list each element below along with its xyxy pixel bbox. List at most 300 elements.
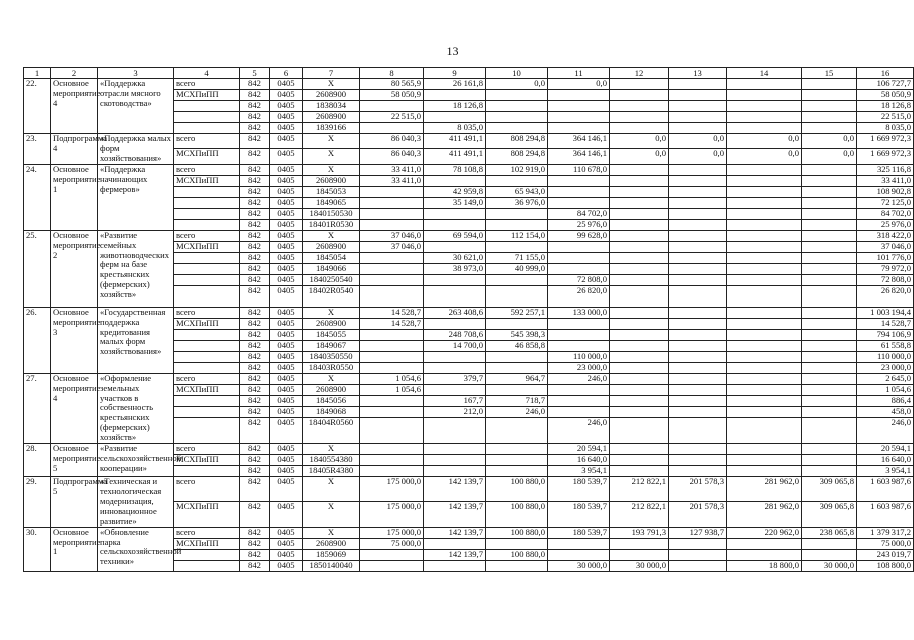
value-year-7 [727,384,802,395]
value-year-1 [360,340,424,351]
value-year-6 [669,274,727,285]
section-code: 0405 [270,340,303,351]
value-total: 14 528,7 [857,318,914,329]
value-year-2: 42 959,8 [424,186,486,197]
value-total: 318 422,0 [857,230,914,241]
value-year-2: 142 139,7 [424,549,486,560]
value-year-5 [610,263,669,274]
value-year-8 [802,384,857,395]
section-code: 0405 [270,527,303,538]
value-year-7 [727,318,802,329]
target-code: 1840150530 [303,208,360,219]
value-year-5 [610,373,669,384]
value-year-5 [610,230,669,241]
value-year-1 [360,263,424,274]
value-year-4 [548,175,610,186]
value-year-3: 100 880,0 [486,502,548,527]
value-total: 325 116,8 [857,164,914,175]
grbs-code: 842 [240,455,270,466]
value-year-2: 26 161,8 [424,79,486,90]
value-year-5 [610,252,669,263]
value-year-5 [610,208,669,219]
column-number: 14 [727,68,802,79]
grbs-code: 842 [240,318,270,329]
section-code: 0405 [270,230,303,241]
value-year-2: 379,7 [424,373,486,384]
value-year-3: 592 257,1 [486,307,548,318]
value-year-1 [360,186,424,197]
value-year-2 [424,455,486,466]
value-year-3: 46 858,8 [486,340,548,351]
column-number: 11 [548,68,610,79]
funding-source [174,362,240,373]
grbs-code: 842 [240,307,270,318]
target-code: 1849066 [303,263,360,274]
funding-source [174,340,240,351]
funding-source: МСХПиПП [174,149,240,164]
section-code: 0405 [270,285,303,307]
value-year-3 [486,241,548,252]
value-year-6 [669,373,727,384]
value-year-8 [802,90,857,101]
event-type: Подпрограмма 5 [51,477,98,528]
value-year-2: 248 708,6 [424,329,486,340]
value-year-2 [424,318,486,329]
value-year-5: 212 822,1 [610,477,669,502]
value-year-7 [727,351,802,362]
column-number: 16 [857,68,914,79]
grbs-code: 842 [240,134,270,149]
value-year-6 [669,90,727,101]
value-year-2: 142 139,7 [424,527,486,538]
section-code: 0405 [270,351,303,362]
value-year-7 [727,455,802,466]
grbs-code: 842 [240,417,270,443]
event-name: «Техническая и технологическая модернизация, инновационное развитие» [98,477,174,528]
value-year-5: 193 791,3 [610,527,669,538]
event-type: Основное мероприятие 5 [51,444,98,477]
value-year-6 [669,285,727,307]
value-year-2: 30 621,0 [424,252,486,263]
grbs-code: 842 [240,175,270,186]
value-year-8 [802,197,857,208]
value-year-6 [669,466,727,477]
value-year-5: 212 822,1 [610,502,669,527]
value-year-7: 220 962,0 [727,527,802,538]
value-year-8 [802,274,857,285]
target-code: 1845055 [303,329,360,340]
value-year-8 [802,164,857,175]
funding-source [174,186,240,197]
target-code: 18402R0540 [303,285,360,307]
value-year-3 [486,285,548,307]
value-year-2: 38 973,0 [424,263,486,274]
value-year-1: 175 000,0 [360,477,424,502]
column-number: 7 [303,68,360,79]
target-code: X [303,230,360,241]
value-year-3: 808 294,8 [486,134,548,149]
value-year-4: 180 539,7 [548,502,610,527]
value-year-3 [486,444,548,455]
value-year-3 [486,175,548,186]
table-row [24,477,914,502]
event-name: «Поддержка отрасли мясного скотоводства» [98,79,174,134]
value-year-7 [727,417,802,443]
row-number: 23. [24,134,51,165]
value-year-8 [802,329,857,340]
grbs-code: 842 [240,549,270,560]
value-total: 1 054,6 [857,384,914,395]
target-code: X [303,164,360,175]
value-year-4: 30 000,0 [548,560,610,571]
grbs-code: 842 [240,477,270,502]
value-year-2 [424,417,486,443]
section-code: 0405 [270,318,303,329]
value-year-4: 25 976,0 [548,219,610,230]
grbs-code: 842 [240,149,270,164]
table-row [24,373,914,384]
section-code: 0405 [270,79,303,90]
value-year-2 [424,466,486,477]
value-year-1: 75 000,0 [360,538,424,549]
value-year-2: 78 108,8 [424,164,486,175]
value-year-8 [802,186,857,197]
target-code: 2608900 [303,318,360,329]
value-year-7 [727,252,802,263]
value-year-5 [610,417,669,443]
grbs-code: 842 [240,241,270,252]
section-code: 0405 [270,362,303,373]
section-code: 0405 [270,466,303,477]
value-year-1 [360,197,424,208]
value-year-4: 110 000,0 [548,351,610,362]
value-year-1 [360,274,424,285]
value-year-1: 33 411,0 [360,164,424,175]
value-total: 108 902,8 [857,186,914,197]
funding-source [174,549,240,560]
value-total: 2 645,0 [857,373,914,384]
value-year-4 [548,406,610,417]
value-total: 20 594,1 [857,444,914,455]
section-code: 0405 [270,538,303,549]
value-total: 18 126,8 [857,101,914,112]
value-year-4: 16 640,0 [548,455,610,466]
funding-source [174,285,240,307]
event-type: Основное мероприятие 1 [51,527,98,571]
value-year-1: 175 000,0 [360,527,424,538]
value-year-8: 309 065,8 [802,502,857,527]
row-number: 28. [24,444,51,477]
value-year-1 [360,219,424,230]
value-year-2 [424,351,486,362]
value-year-5: 0,0 [610,149,669,164]
value-year-6 [669,123,727,134]
value-year-7: 0,0 [727,149,802,164]
funding-source [174,112,240,123]
value-year-7 [727,274,802,285]
value-year-6: 0,0 [669,134,727,149]
value-year-6 [669,455,727,466]
value-year-6 [669,101,727,112]
value-year-2 [424,444,486,455]
event-type: Основное мероприятие 1 [51,164,98,230]
section-code: 0405 [270,502,303,527]
value-year-8 [802,241,857,252]
funding-source: МСХПиПП [174,455,240,466]
funding-source: МСХПиПП [174,90,240,101]
section-code: 0405 [270,307,303,318]
section-code: 0405 [270,241,303,252]
target-code: X [303,527,360,538]
value-year-1: 1 054,6 [360,373,424,384]
value-year-2 [424,112,486,123]
value-year-7 [727,538,802,549]
value-year-2: 411 491,1 [424,149,486,164]
value-year-2: 263 408,6 [424,307,486,318]
value-year-1 [360,351,424,362]
value-year-2: 14 700,0 [424,340,486,351]
value-year-4 [548,340,610,351]
value-year-8 [802,285,857,307]
value-year-2 [424,538,486,549]
table-header-row [24,68,914,79]
value-total: 25 976,0 [857,219,914,230]
value-total: 8 035,0 [857,123,914,134]
value-total: 61 558,8 [857,340,914,351]
value-year-6 [669,197,727,208]
grbs-code: 842 [240,527,270,538]
target-code: 1845054 [303,252,360,263]
value-year-4: 84 702,0 [548,208,610,219]
value-year-8 [802,263,857,274]
value-year-7 [727,112,802,123]
funding-source: МСХПиПП [174,241,240,252]
target-code: X [303,477,360,502]
section-code: 0405 [270,149,303,164]
funding-source: МСХПиПП [174,318,240,329]
value-year-1 [360,560,424,571]
value-total: 1 379 317,2 [857,527,914,538]
value-total: 72 125,0 [857,197,914,208]
grbs-code: 842 [240,79,270,90]
grbs-code: 842 [240,406,270,417]
value-year-8 [802,101,857,112]
target-code: 18405R4380 [303,466,360,477]
value-total: 794 106,9 [857,329,914,340]
funding-source [174,263,240,274]
value-total: 22 515,0 [857,112,914,123]
value-year-5 [610,318,669,329]
value-year-2: 411 491,1 [424,134,486,149]
grbs-code: 842 [240,101,270,112]
value-year-8 [802,112,857,123]
funding-source: МСХПиПП [174,384,240,395]
value-year-4 [548,90,610,101]
value-year-3 [486,466,548,477]
value-year-1 [360,252,424,263]
funding-source [174,406,240,417]
target-code: 1840350550 [303,351,360,362]
funding-source [174,274,240,285]
value-year-5 [610,466,669,477]
value-year-7 [727,263,802,274]
section-code: 0405 [270,329,303,340]
target-code: 2608900 [303,384,360,395]
funding-source [174,466,240,477]
value-year-2: 167,7 [424,395,486,406]
value-year-2: 69 594,0 [424,230,486,241]
value-year-1 [360,101,424,112]
section-code: 0405 [270,219,303,230]
value-year-1: 86 040,3 [360,149,424,164]
value-year-1: 80 565,9 [360,79,424,90]
event-name: «Государственная поддержка кредитования малых форм хозяйствования» [98,307,174,373]
grbs-code: 842 [240,466,270,477]
target-code: 2608900 [303,538,360,549]
value-year-1 [360,395,424,406]
row-number: 27. [24,373,51,443]
value-year-1 [360,329,424,340]
value-year-8: 309 065,8 [802,477,857,502]
value-year-6 [669,538,727,549]
value-year-6 [669,362,727,373]
funding-source: всего [174,373,240,384]
value-year-7 [727,307,802,318]
value-year-5 [610,395,669,406]
value-year-3: 40 999,0 [486,263,548,274]
section-code: 0405 [270,175,303,186]
target-code: X [303,373,360,384]
value-year-8 [802,417,857,443]
column-number: 12 [610,68,669,79]
section-code: 0405 [270,395,303,406]
value-year-2 [424,560,486,571]
value-year-6 [669,549,727,560]
value-year-8 [802,307,857,318]
column-number: 10 [486,68,548,79]
target-code: 18401R0530 [303,219,360,230]
column-number: 6 [270,68,303,79]
value-total: 79 972,0 [857,263,914,274]
value-year-3: 808 294,8 [486,149,548,164]
column-number: 1 [24,68,51,79]
value-year-7 [727,549,802,560]
value-year-4 [548,384,610,395]
value-year-7 [727,395,802,406]
row-number: 25. [24,230,51,307]
section-code: 0405 [270,186,303,197]
value-total: 886,4 [857,395,914,406]
value-year-5 [610,285,669,307]
value-year-6: 127 938,7 [669,527,727,538]
grbs-code: 842 [240,90,270,101]
value-year-7 [727,101,802,112]
value-year-7 [727,219,802,230]
funding-source: всего [174,307,240,318]
grbs-code: 842 [240,351,270,362]
event-name: «Поддержка малых форм хозяйствования» [98,134,174,165]
value-total: 1 603 987,6 [857,477,914,502]
funding-source: всего [174,527,240,538]
target-code: X [303,79,360,90]
value-total: 84 702,0 [857,208,914,219]
value-total: 75 000,0 [857,538,914,549]
value-year-5 [610,444,669,455]
funding-source [174,417,240,443]
value-year-6: 0,0 [669,149,727,164]
grbs-code: 842 [240,444,270,455]
grbs-code: 842 [240,112,270,123]
value-year-7 [727,373,802,384]
value-year-2 [424,219,486,230]
value-year-3 [486,112,548,123]
grbs-code: 842 [240,252,270,263]
value-year-2: 35 149,0 [424,197,486,208]
value-year-7 [727,241,802,252]
value-year-3: 112 154,0 [486,230,548,241]
value-total: 246,0 [857,417,914,443]
event-type: Подпрограмма 4 [51,134,98,165]
target-code: 18403R0550 [303,362,360,373]
value-year-1: 22 515,0 [360,112,424,123]
grbs-code: 842 [240,395,270,406]
value-year-4 [548,318,610,329]
value-year-3: 718,7 [486,395,548,406]
value-total: 33 411,0 [857,175,914,186]
value-year-3: 545 398,3 [486,329,548,340]
value-year-5 [610,197,669,208]
section-code: 0405 [270,208,303,219]
value-year-2: 142 139,7 [424,477,486,502]
value-total: 26 820,0 [857,285,914,307]
value-year-4: 246,0 [548,417,610,443]
grbs-code: 842 [240,329,270,340]
table-row [24,307,914,318]
section-code: 0405 [270,90,303,101]
value-year-4: 180 539,7 [548,477,610,502]
value-year-4: 180 539,7 [548,527,610,538]
column-number: 4 [174,68,240,79]
table-row [24,527,914,538]
value-year-3: 102 919,0 [486,164,548,175]
row-number: 26. [24,307,51,373]
table-row [24,134,914,149]
event-type: Основное мероприятие 4 [51,79,98,134]
target-code: 2608900 [303,90,360,101]
table-row [24,164,914,175]
value-year-6 [669,351,727,362]
value-year-4 [548,395,610,406]
section-code: 0405 [270,444,303,455]
value-year-3 [486,560,548,571]
value-total: 243 019,7 [857,549,914,560]
column-number: 15 [802,68,857,79]
grbs-code: 842 [240,538,270,549]
value-year-3: 100 880,0 [486,527,548,538]
value-year-1 [360,549,424,560]
value-total: 101 776,0 [857,252,914,263]
grbs-code: 842 [240,373,270,384]
target-code: 2608900 [303,241,360,252]
value-total: 58 050,9 [857,90,914,101]
target-code: 1859069 [303,549,360,560]
value-year-2 [424,208,486,219]
value-year-7 [727,175,802,186]
value-year-8 [802,538,857,549]
funding-source [174,123,240,134]
section-code: 0405 [270,406,303,417]
value-year-3 [486,318,548,329]
